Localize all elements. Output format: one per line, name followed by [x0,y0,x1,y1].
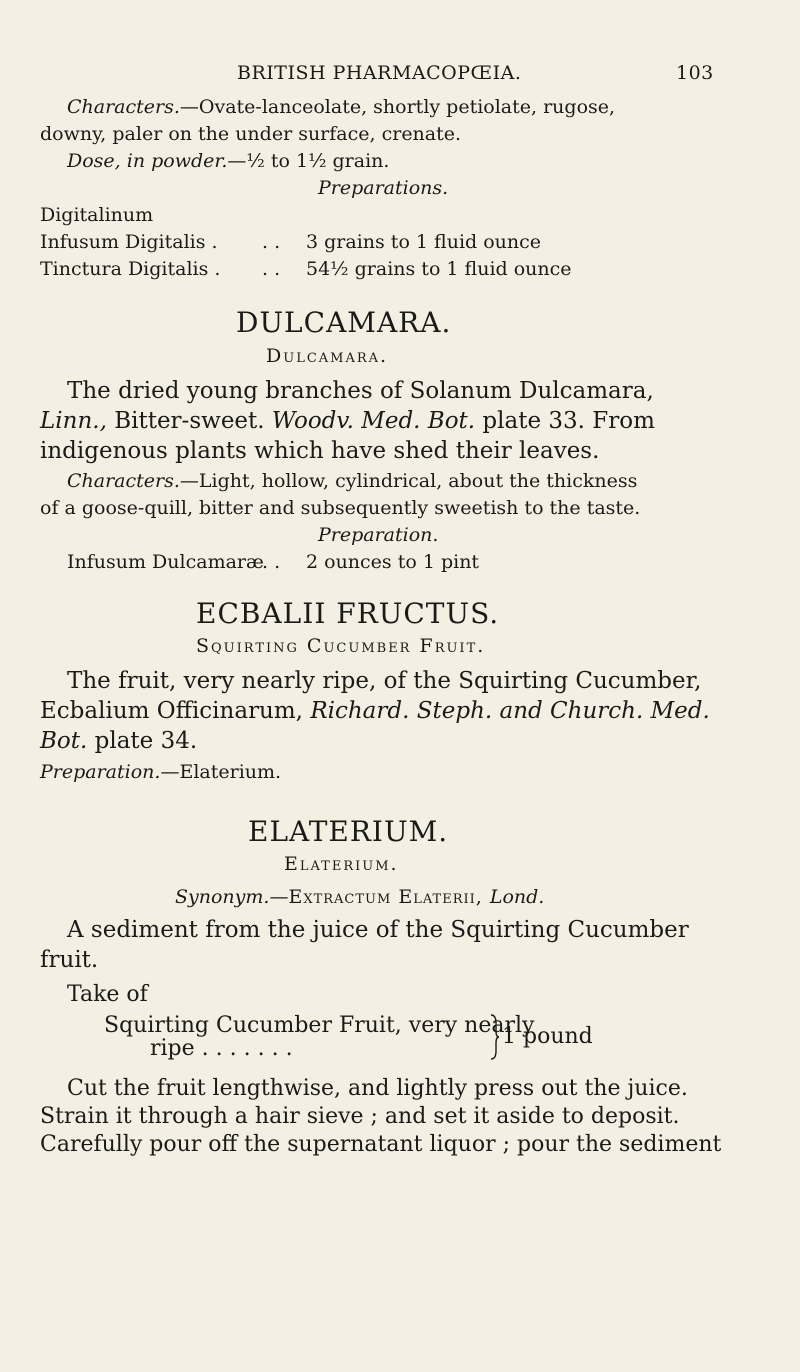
elaterium-body-line1: A sediment from the juice of the Squirting Cucumber [67,917,689,943]
preparation-infusum-digitalis: Infusum Digitalis . [40,231,218,253]
dulcamara-body-line2: Linn., Bitter-sweet. Woodv. Med. Bot. plate 33. From [40,408,655,434]
method-line2: Strain it through a hair sieve ; and set it aside to deposit. [40,1104,680,1129]
preparation-infusum-dulcamarae: Infusum Dulcamaræ [67,551,264,573]
ingredient-line2: ripe . . . . . . . [150,1036,293,1061]
leader-dots: . . [262,258,281,280]
characters-label: Characters. [67,470,180,492]
elaterium-body-line2: fruit. [40,947,99,973]
dulcamara-body-line3: indigenous plants which have shed their leaves. [40,438,600,464]
section-subtitle-dulcamara: Dulcamara. [266,345,389,367]
section-subtitle-elaterium: Elaterium. [284,853,399,875]
section-title-dulcamara: DULCAMARA. [236,306,452,339]
ingredient-line1: Squirting Cucumber Fruit, very nearly [104,1013,535,1038]
curly-brace-icon [490,1013,500,1061]
characters-text: —Ovate-lanceolate, shortly petiolate, rugose, [179,96,616,118]
digitalis-characters-line2: downy, paler on the under surface, crenate. [40,123,462,145]
ecbalii-body-line1: The fruit, very nearly ripe, of the Squirting Cucumber, [67,668,702,694]
section-title-elaterium: ELATERIUM. [248,815,449,848]
dose-label: Dose, in powder. [67,150,228,172]
dulcamara-characters-line2: of a goose-quill, bitter and subsequently sweetish to the taste. [40,497,641,519]
digitalis-dose [67,152,389,171]
take-of: Take of [67,982,148,1007]
infusum-digitalis-amount: 3 grains to 1 fluid ounce [306,231,542,253]
infusum-dulcamarae-amount: 2 ounces to 1 pint [306,551,480,573]
tinctura-digitalis-amount: 54½ grains to 1 fluid ounce [306,258,572,280]
digitalis-characters-line1 [67,98,615,117]
elaterium-synonym: Synonym.—Extractum Elaterii, Lond. [175,886,545,908]
dose-text: —½ to 1½ grain. [227,150,390,172]
leader-dots: . . [262,231,281,253]
characters-label: Characters. [67,96,180,118]
ingredient-amount: 1 pound [502,1024,593,1049]
leader-dots: . . [262,551,281,573]
ecbalii-body-line3: Bot. plate 34. [40,728,198,754]
preparation-digitalinum: Digitalinum [40,204,154,226]
section-title-ecbalii: ECBALII FRUCTUS. [196,597,500,630]
dulcamara-characters-line1: Characters.—Light, hollow, cylindrical, about the thickness [67,470,638,492]
section-subtitle-ecbalii: Squirting Cucumber Fruit. [196,635,486,657]
dulcamara-body-line1: The dried young branches of Solanum Dulcamara, [67,378,654,404]
dulcamara-preparation-heading: Preparation. [318,524,439,546]
page-number: 103 [676,62,714,84]
ecbalii-body-line2: Ecbalium Officinarum, Richard. Steph. and Church. Med. [40,698,710,724]
preparation-tinctura-digitalis: Tinctura Digitalis . [40,258,221,280]
method-line1: Cut the fruit lengthwise, and lightly press out the juice. [67,1076,688,1101]
method-line3: Carefully pour off the supernatant liquor ; pour the sediment [40,1132,722,1157]
ecbalii-preparation: Preparation.—Elaterium. [40,761,282,783]
running-header-title: BRITISH PHARMACOPŒIA. [237,62,522,84]
digitalis-preparations-heading: Preparations. [318,177,449,199]
